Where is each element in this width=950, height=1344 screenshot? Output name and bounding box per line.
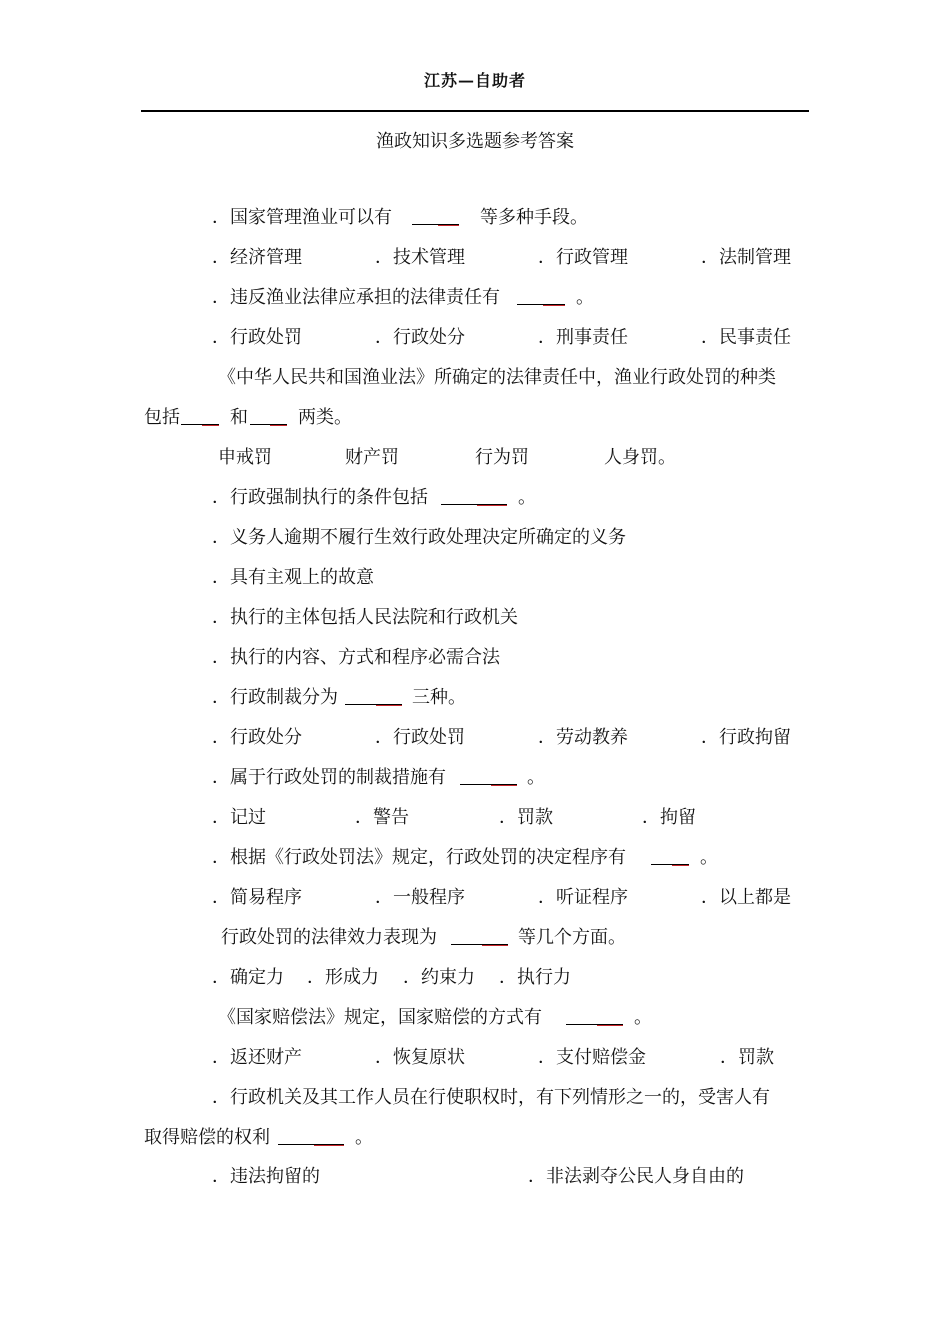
option-d: ．执行的内容、方式和程序必需合法 bbox=[212, 647, 500, 668]
option-c: 行为罚 bbox=[475, 447, 529, 468]
option-a: ．简易程序 bbox=[212, 887, 302, 908]
option-d: ．行政拘留 bbox=[701, 727, 791, 748]
question-text: 。 bbox=[576, 287, 594, 308]
answer-blank bbox=[412, 206, 459, 225]
option-a: ．行政处罚 bbox=[212, 327, 302, 348]
option-a: ．经济管理 bbox=[212, 247, 302, 268]
option-a: ．行政处分 bbox=[212, 727, 302, 748]
option-d: ．执行力 bbox=[499, 967, 571, 988]
option-b: ．技术管理 bbox=[375, 247, 465, 268]
question-text: 和 bbox=[230, 407, 248, 428]
question-text: ．行政强制执行的条件包括 bbox=[212, 487, 428, 508]
option-a: ．返还财产 bbox=[212, 1047, 302, 1068]
question-text: 。 bbox=[527, 767, 545, 788]
option-a: ．义务人逾期不履行生效行政处理决定所确定的义务 bbox=[212, 527, 626, 548]
question-text: 包括 bbox=[144, 407, 180, 428]
header-rule bbox=[141, 110, 809, 112]
option-a: ．确定力 bbox=[212, 967, 284, 988]
option-d: 人身罚。 bbox=[604, 447, 676, 468]
option-b: 财产罚 bbox=[345, 447, 399, 468]
question-text: 《国家赔偿法》规定，国家赔偿的方式有 bbox=[218, 1007, 542, 1028]
option-d: ．民事责任 bbox=[701, 327, 791, 348]
question-10-options bbox=[0, 1164, 950, 1190]
question-10-line-1 bbox=[0, 1085, 950, 1111]
question-5-options bbox=[0, 725, 950, 751]
option-b: ．行政处罚 bbox=[375, 727, 465, 748]
answer-blank bbox=[181, 406, 219, 425]
question-5 bbox=[0, 685, 950, 711]
question-6 bbox=[0, 765, 950, 791]
question-text: 。 bbox=[700, 847, 718, 868]
answer-blank bbox=[651, 846, 689, 865]
question-4-option-a bbox=[0, 525, 950, 551]
question-text: ．国家管理渔业可以有 bbox=[212, 207, 392, 228]
option-c: ．约束力 bbox=[403, 967, 475, 988]
question-9 bbox=[0, 1005, 950, 1031]
option-c: ．听证程序 bbox=[538, 887, 628, 908]
answer-blank bbox=[278, 1126, 344, 1145]
option-c: ．支付赔偿金 bbox=[538, 1047, 646, 1068]
question-text: ．行政制裁分为 bbox=[212, 687, 338, 708]
document-title: 渔政知识多选题参考答案 bbox=[376, 131, 574, 152]
question-4-option-d bbox=[0, 645, 950, 671]
question-text: ．属于行政处罚的制裁措施有 bbox=[212, 767, 446, 788]
option-b: ．警告 bbox=[355, 807, 409, 828]
question-text: ．违反渔业法律应承担的法律责任有 bbox=[212, 287, 500, 308]
option-c: ．刑事责任 bbox=[538, 327, 628, 348]
question-text: 三种。 bbox=[412, 687, 466, 708]
answer-blank bbox=[451, 926, 508, 945]
question-9-options bbox=[0, 1045, 950, 1071]
question-text: 两类。 bbox=[298, 407, 352, 428]
option-d: ．以上都是 bbox=[701, 887, 791, 908]
option-b: ．一般程序 bbox=[375, 887, 465, 908]
answer-blank bbox=[460, 766, 517, 785]
question-7-options bbox=[0, 885, 950, 911]
question-3-options bbox=[0, 445, 950, 471]
option-a: ．记过 bbox=[212, 807, 266, 828]
option-b: ．形成力 bbox=[307, 967, 379, 988]
question-text: 。 bbox=[518, 487, 536, 508]
option-c: ．执行的主体包括人民法院和行政机关 bbox=[212, 607, 518, 628]
question-text: 等多种手段。 bbox=[480, 207, 588, 228]
answer-blank bbox=[345, 686, 402, 705]
question-4 bbox=[0, 485, 950, 511]
option-d: ．拘留 bbox=[642, 807, 696, 828]
question-3-line-2 bbox=[0, 405, 950, 431]
option-b: ．行政处分 bbox=[375, 327, 465, 348]
question-3-line-1 bbox=[0, 365, 950, 391]
question-4-option-c bbox=[0, 605, 950, 631]
question-text: 《中华人民共和国渔业法》所确定的法律责任中，渔业行政处罚的种类 bbox=[218, 367, 776, 388]
question-text: 行政处罚的法律效力表现为 bbox=[221, 927, 437, 948]
question-text: ．行政机关及其工作人员在行使职权时，有下列情形之一的，受害人有 bbox=[212, 1087, 770, 1108]
question-text: ．根据《行政处罚法》规定，行政处罚的决定程序有 bbox=[212, 847, 626, 868]
answer-blank bbox=[566, 1006, 623, 1025]
option-b: ．具有主观上的故意 bbox=[212, 567, 374, 588]
option-b: ．非法剥夺公民人身自由的 bbox=[528, 1166, 744, 1187]
question-1-options bbox=[0, 245, 950, 271]
question-text: 。 bbox=[355, 1127, 373, 1148]
question-1 bbox=[0, 205, 950, 231]
answer-blank bbox=[441, 486, 507, 505]
question-6-options bbox=[0, 805, 950, 831]
option-b: ．恢复原状 bbox=[375, 1047, 465, 1068]
option-a: 申戒罚 bbox=[218, 447, 272, 468]
question-4-option-b bbox=[0, 565, 950, 591]
question-text: 。 bbox=[634, 1007, 652, 1028]
question-10-line-2 bbox=[0, 1125, 950, 1151]
question-8-options bbox=[0, 965, 950, 991]
question-text: 取得赔偿的权利 bbox=[144, 1127, 270, 1148]
option-d: ．法制管理 bbox=[701, 247, 791, 268]
question-7 bbox=[0, 845, 950, 871]
question-2-options bbox=[0, 325, 950, 351]
option-c: ．劳动教养 bbox=[538, 727, 628, 748]
page-header: 江苏—自助者 bbox=[423, 71, 526, 90]
answer-blank bbox=[517, 286, 565, 305]
answer-blank bbox=[250, 406, 287, 425]
option-a: ．违法拘留的 bbox=[212, 1166, 320, 1187]
option-d: ．罚款 bbox=[720, 1047, 774, 1068]
question-text: 等几个方面。 bbox=[518, 927, 626, 948]
option-c: ．行政管理 bbox=[538, 247, 628, 268]
question-2 bbox=[0, 285, 950, 311]
question-8 bbox=[0, 925, 950, 951]
option-c: ．罚款 bbox=[499, 807, 553, 828]
